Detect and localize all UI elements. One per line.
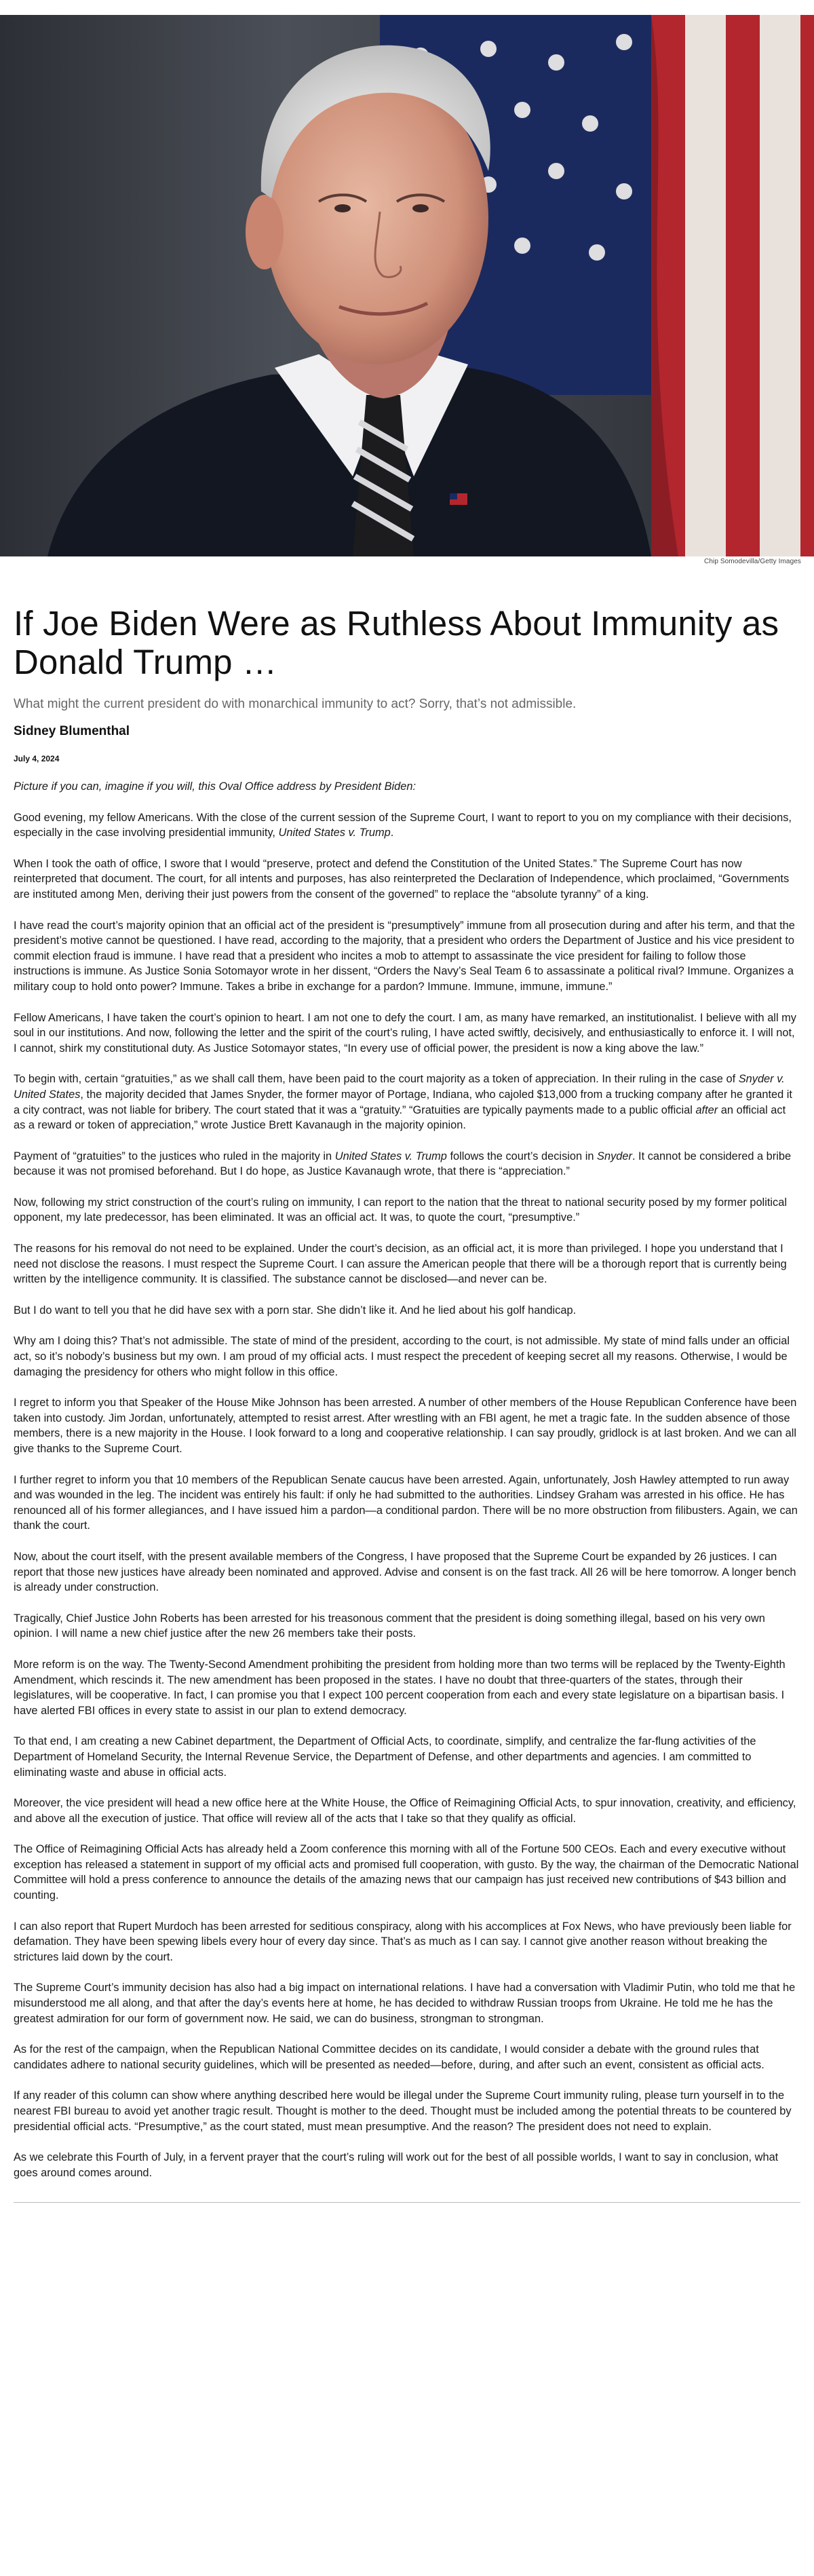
author-byline[interactable]: Sidney Blumenthal bbox=[14, 724, 130, 738]
paragraph-text: Moreover, the vice president will head a new office here at the White House, the Office of Reimagining Official Acts, to spur innovation, creativity, and efficiency, and above all the execution of justice. That office will review all of the acts that I take so that they qualify as official. bbox=[14, 1797, 796, 1825]
body-paragraph bbox=[14, 1980, 800, 2026]
italic-text: United States v. Trump bbox=[334, 1150, 447, 1162]
body-paragraph bbox=[14, 1303, 800, 1319]
paragraph-text: To that end, I am creating a new Cabinet department, the Department of Official Acts, to coordinate, simplify, and centralize the far-flung activities of the Department of Homeland Security, the Internal Revenue Service, the Department of Defense, and other departments and agencies. I am committed to eliminating waste and abuse in official acts. bbox=[14, 1735, 756, 1779]
body-paragraph bbox=[14, 1149, 800, 1179]
end-divider bbox=[14, 2202, 800, 2203]
paragraph-text: The Supreme Court’s immunity decision has also had a big impact on international relations. I have had a conversation with Vladimir Putin, who told me that he misunderstood me all along, and that after the day’s events here at home, he has decided to withdraw Russian troops from Ukraine. He told me he has the greatest admiration for our form of government now. He said, we can do business, strongman to strongman. bbox=[14, 1982, 796, 2025]
body-paragraph bbox=[14, 1395, 800, 1456]
paragraph-text: . bbox=[390, 827, 394, 839]
paragraph-text: an official act as a reward or token of appreciation,” wrote Justice Brett Kavanaugh in the majority opinion. bbox=[14, 1103, 786, 1132]
article-body bbox=[14, 779, 800, 2180]
body-paragraph bbox=[14, 1657, 800, 1718]
paragraph-text: As we celebrate this Fourth of July, in a fervent prayer that the court’s ruling will work out for the best of all possible worlds, I want to say in conclusion, what goes around comes around. bbox=[14, 2151, 779, 2179]
paragraph-text: The reasons for his removal do not need to be explained. Under the court’s decision, as an official act, it is more than privileged. I hope you understand that I need not disclose the reasons. I must respect the Supreme Court. I can assure the American people that there will be a thorough report that is currently being written by the intelligence community. It is classified. The substance cannot be disclosed—and never can be. bbox=[14, 1243, 787, 1286]
publish-date: July 4, 2024 bbox=[14, 754, 60, 763]
paragraph-text: I further regret to inform you that 10 members of the Republican Senate caucus have been arrested. Again, unfortunately, Josh Hawley attempted to run away and was wounded in the leg. The incident was entirely his fault: if only he had submitted to the authorities. Lindsey Graham was arrested in his office. He has renounced all of his former allegiances, and I have issued him a pardon—a conditional pardon. There will be no more obstruction from filibusters. Again, we can thank the court. bbox=[14, 1473, 798, 1532]
headline: If Joe Biden Were as Ruthless About Immunity as Donald Trump … bbox=[14, 604, 779, 681]
subhead: What might the current president do with monarchical immunity to act? Sorry, that’s not admissible. bbox=[14, 697, 577, 711]
paragraph-text: Why am I doing this? That’s not admissible. The state of mind of the president, according to the court, is not admissible. My state of mind falls under an official act, so it’s nobody’s business but my own. I am proud of my official acts. I must respect the precedent of keeping secret all my reasons. Otherwise, I would be damaging the presidency for others who might follow in this office. bbox=[14, 1335, 790, 1378]
paragraph-list bbox=[14, 810, 800, 2181]
body-paragraph bbox=[14, 2088, 800, 2134]
paragraph-text: I can also report that Rupert Murdoch has been arrested for seditious conspiracy, along with his accomplices at Fox News, who have previously been liable for defamation. They have been spewing libels every hour of every day since. That’s as much as I can say. I cannot give another reason without breaking the strictures laid down by the court. bbox=[14, 1920, 792, 1963]
italic-text: after bbox=[695, 1103, 718, 1116]
body-paragraph bbox=[14, 2150, 800, 2180]
italic-text: Snyder v. United States bbox=[14, 1073, 785, 1101]
paragraph-text: I have read the court’s majority opinion that an official act of the president is “presumptively” immune from all prosecution during and after his term, and that the president’s motive cannot be questioned. I have read, according to the majority, that a president who orders the Department of Justice and his vice president to commit election fraud is immune. I have read that a president who incites a mob to attempt to assassinate the vice president for failing to follow those instructions is immune. As Justice Sonia Sotomayor wrote in her dissent, “Orders the Navy’s Seal Team 6 to assassinate a political rival? Immune. Organizes a military coup to hold onto power? Immune. Takes a bribe in exchange for a pardon? Immune. Immune, immune, immune.” bbox=[14, 919, 795, 993]
paragraph-text: When I took the oath of office, I swore that I would “preserve, protect and defend the Constitution of the United States.” The Supreme Court has now reinterpreted that document. The court, for all intents and purposes, has also reinterpreted the Declaration of Independence, which proclaimed, “Governments are instituted among Men, deriving their just powers from the consent of the governed” to replace the “absolute tyranny” of a king. bbox=[14, 857, 790, 901]
body-paragraph bbox=[14, 1549, 800, 1595]
photo-credit: Chip Somodevilla/Getty Images bbox=[704, 558, 801, 565]
paragraph-text: If any reader of this column can show where anything described here would be illegal under the Supreme Court immunity ruling, please turn yourself in to the nearest FBI bureau to avoid yet another tragic result. Thought is mother to the deed. Thought must be included among the potential threats to be countered by presidential official acts. “Presumptive,” as the court stated, must mean presumptive. And the reason? The president does not need to explain. bbox=[14, 2089, 792, 2133]
body-paragraph bbox=[14, 1611, 800, 1642]
body-paragraph bbox=[14, 856, 800, 903]
body-paragraph bbox=[14, 1010, 800, 1057]
body-paragraph bbox=[14, 918, 800, 995]
paragraph-text: To begin with, certain “gratuities,” as we shall call them, have been paid to the court majority as a token of appreciation. In their ruling in the case of bbox=[14, 1073, 739, 1086]
paragraph-text: Now, following my strict construction of the court’s ruling on immunity, I can report to the nation that the threat to national security posed by my former political opponent, my late predecessor, has been eliminated. It was an official act. It was, to quote the court, “presumptive.” bbox=[14, 1196, 787, 1224]
body-paragraph bbox=[14, 810, 800, 841]
paragraph-text: Fellow Americans, I have taken the court’s opinion to heart. I am not one to defy the court. I am, as many have remarked, an institutionalist. I believe with all my soul in our institutions. And now, following the letter and the spirit of the court’s ruling, I have acted swiftly, decisively, and enthusiastically to enforce it. I will not, I cannot, shirk my constitutional duty. As Justice Sotomayor states, “In every use of official power, the president is now a king above the law.” bbox=[14, 1011, 796, 1055]
paragraph-text: More reform is on the way. The Twenty-Second Amendment prohibiting the president from holding more than two terms will be replaced by the Twenty-Eighth Amendment, which rescinds it. The new amendment has been proposed in the states. I have no doubt that three-quarters of the states, through their legislatures, will be cooperative. In fact, I can promise you that I expect 100 percent cooperation from each and every state legislature on a bipartisan basis. I have alerted FBI offices in every state to assist in our plan to extend democracy. bbox=[14, 1658, 786, 1717]
hero-photo bbox=[0, 15, 814, 556]
paragraph-text: I regret to inform you that Speaker of the House Mike Johnson has been arrested. A number of other members of the House Republican Conference have been taken into custody. Jim Jordan, unfortunately, attempted to resist arrest. After wrestling with an FBI agent, he met a tragic fate. In the sudden absence of those members, there is a new majority in the House. I look forward to a long and cooperative relationship. I can say proudly, gridlock is at last broken. And we can all give thanks to the Supreme Court. bbox=[14, 1397, 797, 1455]
body-paragraph bbox=[14, 1195, 800, 1226]
italic-text: United States v. Trump bbox=[278, 827, 391, 839]
body-paragraph bbox=[14, 1842, 800, 1903]
intro-paragraph: Picture if you can, imagine if you will, this Oval Office address by President Biden: bbox=[14, 780, 416, 793]
paragraph-text: Now, about the court itself, with the present available members of the Congress, I have proposed that the Supreme Court be expanded by 26 justices. I can report that those new justices have already been nominated and approved. Advise and consent is on the fast track. All 26 will be here tomorrow. A longer bench is already under construction. bbox=[14, 1550, 796, 1594]
body-paragraph bbox=[14, 1473, 800, 1534]
body-paragraph bbox=[14, 1919, 800, 1965]
body-paragraph bbox=[14, 1241, 800, 1287]
paragraph-text: follows the court’s decision in bbox=[446, 1150, 598, 1162]
paragraph-text: But I do want to tell you that he did have sex with a porn star. She didn’t like it. And he lied about his golf handicap. bbox=[14, 1304, 577, 1317]
body-paragraph bbox=[14, 1734, 800, 1780]
body-paragraph bbox=[14, 1333, 800, 1380]
article bbox=[14, 604, 800, 2203]
paragraph-text: Payment of “gratuities” to the justices who ruled in the majority in bbox=[14, 1150, 335, 1162]
body-paragraph bbox=[14, 1796, 800, 1826]
body-paragraph bbox=[14, 1072, 800, 1133]
italic-text: Snyder bbox=[597, 1150, 632, 1162]
portrait-illustration bbox=[0, 15, 814, 556]
paragraph-text: As for the rest of the campaign, when the Republican National Committee decides on its candidate, I would consider a debate with the ground rules that candidates adhere to national security guidelines, which will be presented as needed—before, during, and after such an event, consistent as official acts. bbox=[14, 2043, 764, 2071]
paragraph-text: The Office of Reimagining Official Acts has already held a Zoom conference this morning with all of the Fortune 500 CEOs. Each and every executive without exception has released a statement in support of my official acts and promised full cooperation, with gusto. By the way, the chairman of the Democratic National Committee will hold a press conference to announce the details of the amazing news that our campaign has just received new contributions of $43 billion and counting. bbox=[14, 1843, 799, 1902]
paragraph-text: . It cannot be considered a bribe because it was not promised beforehand. But I do hope, as Justice Kavanaugh wrote, that there is “appreciation.” bbox=[14, 1150, 792, 1178]
paragraph-text: Good evening, my fellow Americans. With the close of the current session of the Supreme Court, I want to report to you on my compliance with their decisions, especially in the case involving presidential immunity, bbox=[14, 811, 792, 839]
paragraph-text: Tragically, Chief Justice John Roberts has been arrested for his treasonous comment that the president is doing something illegal, based on his very own opinion. I will name a new chief justice after the new 26 members take their posts. bbox=[14, 1612, 765, 1640]
body-paragraph bbox=[14, 2042, 800, 2072]
paragraph-text: , the majority decided that James Snyder, the former mayor of Portage, Indiana, who cajoled $13,000 from a trucking company after he granted it a city contract, was not liable for bribery. The court stated that it was a “gratuity.” “Gratuities are typically payments made to a public official bbox=[14, 1088, 792, 1116]
